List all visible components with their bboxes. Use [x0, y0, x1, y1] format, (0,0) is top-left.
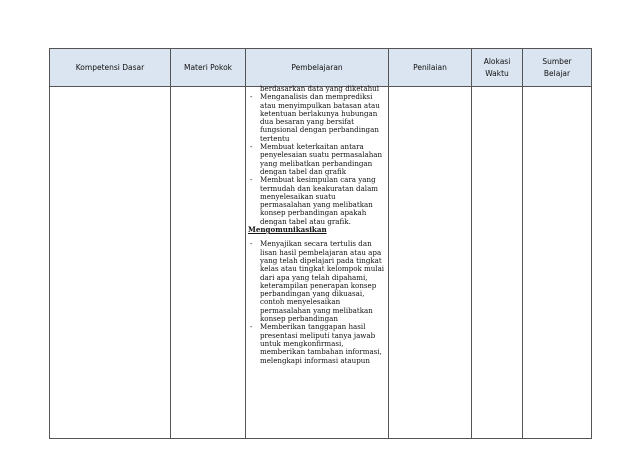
list-item-text: Menyajikan secara tertulis dan lisan hasil pembelajaran atau apa yang telah dipelajari pada tingkat kelas atau tingkat kelompok mulai dari apa yang telah dipahami, keterampilan penerapan konsep perbandingan yang dikuasai, contoh menyelesaikan permasalahan yang melibatkan konsep perbandingan — [260, 239, 385, 324]
header-pembelajaran: Pembelajaran — [246, 49, 389, 87]
cell-materi-pokok — [171, 87, 246, 439]
list-item — [248, 176, 386, 226]
list-item-text: Memberikan tanggapan hasil presentasi meliputi tanya jawab untuk mengkonfirmasi, memberikan tambahan informasi, melengkapi informasi ataupun — [260, 322, 382, 365]
header-row — [50, 49, 592, 87]
header-sumber-line2: Belajar — [543, 68, 571, 78]
header-alokasi-line2: Waktu — [485, 68, 509, 78]
section-heading-mengomunikasikan: Mengomunikasikan — [248, 225, 327, 235]
list-item — [248, 323, 386, 364]
bullet-dash: - — [250, 322, 253, 332]
list-item-text: Membuat keterkaitan antara penyelesaian suatu permasalahan yang melibatkan perbandingan dengan tabel dan grafik — [260, 142, 383, 176]
bullet-dash: - — [250, 142, 253, 152]
header-penilaian: Penilaian — [389, 49, 472, 87]
cell-penilaian — [389, 87, 472, 439]
list-item-text: Menganalisis dan memprediksi atau menyimpulkan batasan atau ketentuan berlakunya hubungan dua besaran yang bersifat fungsional dengan perbandingan tertentu — [260, 92, 380, 143]
list-item — [248, 93, 386, 143]
header-materi-pokok: Materi Pokok — [171, 49, 246, 87]
header-sumber-belajar — [523, 49, 592, 87]
bullet-dash: - — [250, 92, 253, 102]
cell-kompetensi-dasar — [50, 87, 171, 439]
bullet-dash: - — [250, 239, 253, 249]
syllabus-table — [49, 48, 592, 439]
cell-pembelajaran — [246, 84, 389, 439]
list-item — [248, 143, 386, 176]
list-item — [248, 240, 386, 323]
bullet-dash: - — [250, 175, 253, 185]
continued-text: berdasarkan data yang diketahui — [260, 84, 380, 93]
header-kompetensi-dasar: Kompetensi Dasar — [50, 49, 171, 87]
header-alokasi-waktu — [472, 49, 523, 87]
header-alokasi-line1: Alokasi — [483, 56, 511, 66]
bullet-list-part2 — [248, 240, 386, 364]
header-sumber-line1: Sumber — [542, 56, 572, 66]
bullet-list-part1 — [248, 93, 386, 226]
table-row — [50, 87, 592, 439]
cell-sumber-belajar — [523, 87, 592, 439]
list-item-text: Membuat kesimpulan cara yang termudah dan keakuratan dalam menyelesaikan suatu permasalahan yang melibatkan konsep perbandingan apakah dengan tabel atau grafik. — [260, 175, 379, 226]
cell-alokasi-waktu — [472, 87, 523, 439]
